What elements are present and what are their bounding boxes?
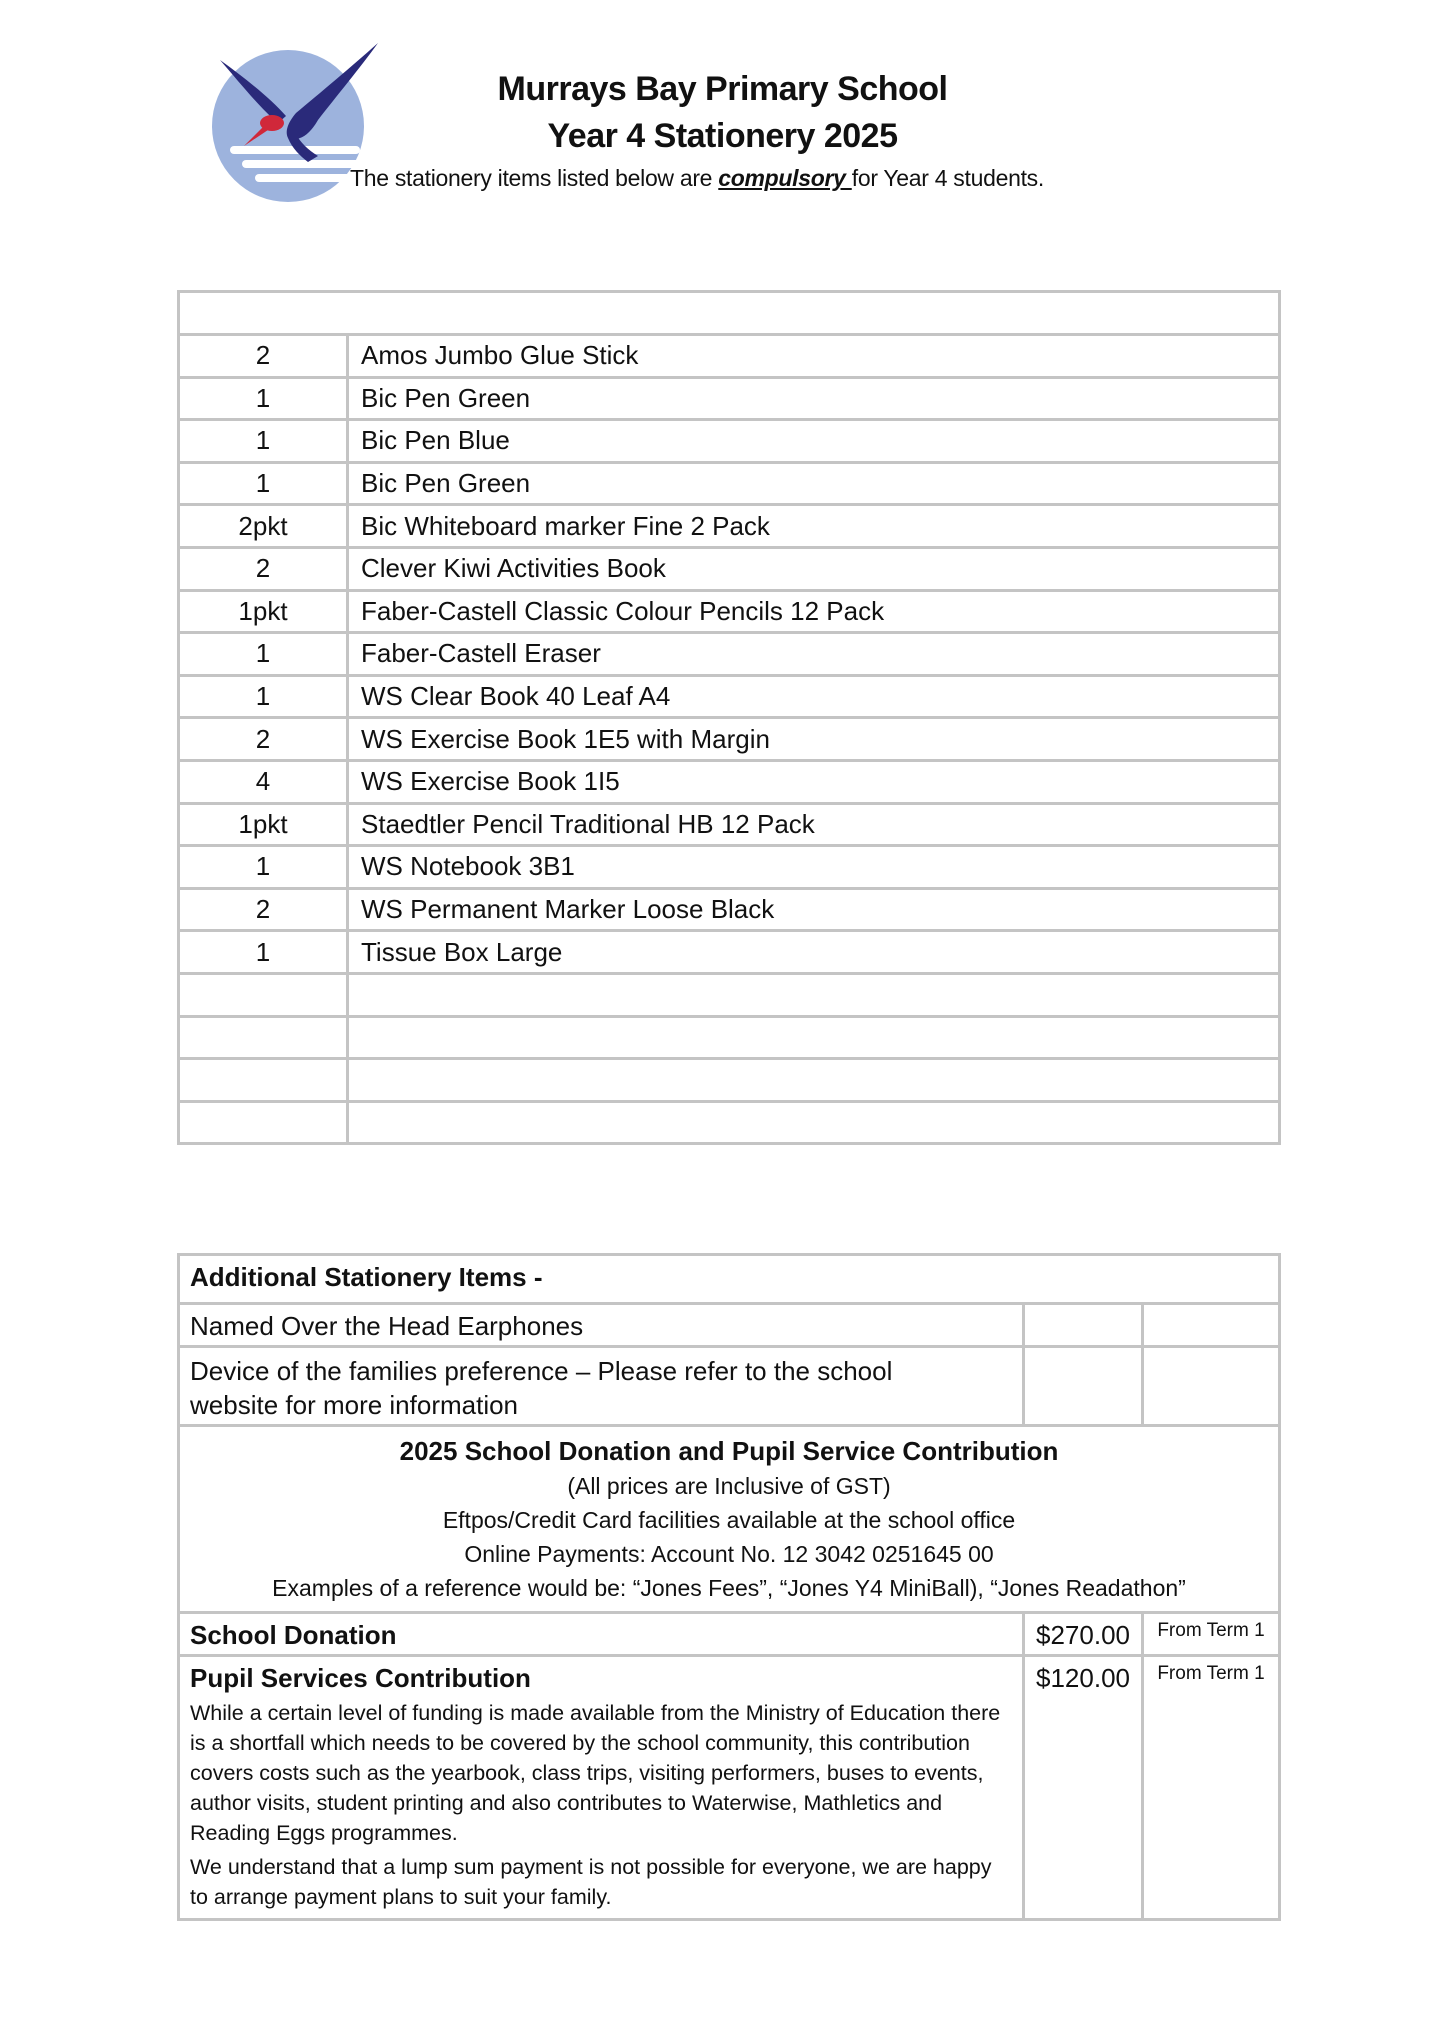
item-quantity: 2	[179, 547, 348, 590]
additional-item-check-cell	[1143, 1304, 1280, 1347]
item-quantity: 2	[179, 335, 348, 378]
item-name: Staedtler Pencil Traditional HB 12 Pack	[348, 803, 1280, 846]
item-name	[348, 1016, 1280, 1059]
table-row	[179, 846, 1280, 889]
additional-item-row	[179, 1347, 1280, 1426]
subtitle-emphasis: compulsory	[718, 165, 852, 191]
fee-amount: $120.00	[1024, 1656, 1143, 1920]
donation-gst-note: (All prices are Inclusive of GST)	[567, 1473, 891, 1499]
table-row	[179, 803, 1280, 846]
subtitle	[350, 165, 1044, 192]
table-row	[179, 633, 1280, 676]
fee-detail-cell	[179, 1656, 1024, 1920]
fee-row-pupil-services	[179, 1656, 1280, 1920]
fee-label: Pupil Services Contribution	[190, 1663, 531, 1693]
item-name: WS Notebook 3B1	[348, 846, 1280, 889]
table-row	[179, 888, 1280, 931]
item-name: Bic Pen Blue	[348, 420, 1280, 463]
item-quantity: 4	[179, 760, 348, 803]
additional-item	[179, 1347, 1024, 1426]
item-name: Bic Pen Green	[348, 462, 1280, 505]
item-quantity: 1	[179, 675, 348, 718]
item-name	[348, 1059, 1280, 1102]
item-name: Clever Kiwi Activities Book	[348, 547, 1280, 590]
fee-label: School Donation	[179, 1613, 1024, 1656]
table-row-empty	[179, 973, 1280, 1016]
table-row	[179, 718, 1280, 761]
table-row	[179, 547, 1280, 590]
fee-amount: $270.00	[1024, 1613, 1143, 1656]
donation-info-row	[179, 1426, 1280, 1613]
item-quantity: 1	[179, 462, 348, 505]
fee-term: From Term 1	[1143, 1613, 1280, 1656]
item-quantity	[179, 973, 348, 1016]
item-name: WS Exercise Book 1I5	[348, 760, 1280, 803]
donation-reference-examples: Examples of a reference would be: “Jones Fees”, “Jones Y4 MiniBall), “Jones Readathon”	[272, 1575, 1186, 1601]
table-header-cell	[179, 292, 1280, 335]
donation-heading: 2025 School Donation and Pupil Service Contribution	[399, 1436, 1059, 1466]
table-row	[179, 505, 1280, 548]
table-row-empty	[179, 1059, 1280, 1102]
additional-table	[177, 1253, 1281, 1921]
additional-item: Named Over the Head Earphones	[179, 1304, 1024, 1347]
additional-item-check-cell	[1143, 1347, 1280, 1426]
school-name: Murrays Bay Primary School	[497, 70, 948, 108]
list-title: Year 4 Stationery 2025	[547, 117, 898, 155]
item-name	[348, 973, 1280, 1016]
donation-info	[179, 1426, 1280, 1613]
table-row	[179, 462, 1280, 505]
table-row	[179, 590, 1280, 633]
additional-item-qty-cell	[1024, 1347, 1143, 1426]
item-quantity	[179, 1016, 348, 1059]
fee-row-school-donation	[179, 1613, 1280, 1656]
table-row	[179, 675, 1280, 718]
item-name: WS Exercise Book 1E5 with Margin	[348, 718, 1280, 761]
item-name: Tissue Box Large	[348, 931, 1280, 974]
item-quantity: 1	[179, 633, 348, 676]
table-row	[179, 335, 1280, 378]
table-row	[179, 931, 1280, 974]
item-quantity: 1	[179, 846, 348, 889]
item-name: WS Permanent Marker Loose Black	[348, 888, 1280, 931]
item-quantity: 2	[179, 888, 348, 931]
additional-heading-row	[179, 1255, 1280, 1304]
donation-account: Online Payments: Account No. 12 3042 0251645 00	[464, 1541, 994, 1567]
table-row-empty	[179, 1101, 1280, 1144]
item-name: Amos Jumbo Glue Stick	[348, 335, 1280, 378]
item-quantity: 1	[179, 931, 348, 974]
stationery-table	[177, 290, 1281, 1145]
item-quantity: 1	[179, 377, 348, 420]
item-name: Bic Pen Green	[348, 377, 1280, 420]
item-name: Faber-Castell Eraser	[348, 633, 1280, 676]
item-quantity: 1pkt	[179, 590, 348, 633]
item-name: WS Clear Book 40 Leaf A4	[348, 675, 1280, 718]
table-row	[179, 377, 1280, 420]
item-quantity: 2pkt	[179, 505, 348, 548]
item-quantity	[179, 1101, 348, 1144]
fee-payment-note: We understand that a lump sum payment is not possible for everyone, we are happy to arrange payment plans to suit your family.	[190, 1855, 992, 1909]
additional-item-row	[179, 1304, 1280, 1347]
subtitle-text: The stationery items listed below are	[350, 165, 719, 191]
table-row-empty	[179, 1016, 1280, 1059]
additional-item-text: Device of the families preference – Please refer to the school website for more information	[190, 1356, 893, 1420]
table-header-row	[179, 292, 1280, 335]
fee-description: While a certain level of funding is made available from the Ministry of Education there is a shortfall which needs to be covered by the school community, this contribution covers costs such as the yearbook, class trips, visiting performers, buses to events, author visits, student printing and also contributes to Waterwise, Mathletics and Reading Eggs programmes.	[190, 1701, 1001, 1845]
subtitle-text-end: for Year 4 students.	[851, 165, 1044, 191]
table-row	[179, 760, 1280, 803]
item-name	[348, 1101, 1280, 1144]
donation-eftpos-note: Eftpos/Credit Card facilities available at the school office	[442, 1507, 1016, 1533]
table-row	[179, 420, 1280, 463]
additional-item-qty-cell	[1024, 1304, 1143, 1347]
item-quantity: 1	[179, 420, 348, 463]
fee-term: From Term 1	[1143, 1656, 1280, 1920]
item-quantity: 2	[179, 718, 348, 761]
item-name: Faber-Castell Classic Colour Pencils 12 Pack	[348, 590, 1280, 633]
item-quantity	[179, 1059, 348, 1102]
item-quantity: 1pkt	[179, 803, 348, 846]
additional-heading: Additional Stationery Items -	[179, 1255, 1280, 1304]
item-name: Bic Whiteboard marker Fine 2 Pack	[348, 505, 1280, 548]
